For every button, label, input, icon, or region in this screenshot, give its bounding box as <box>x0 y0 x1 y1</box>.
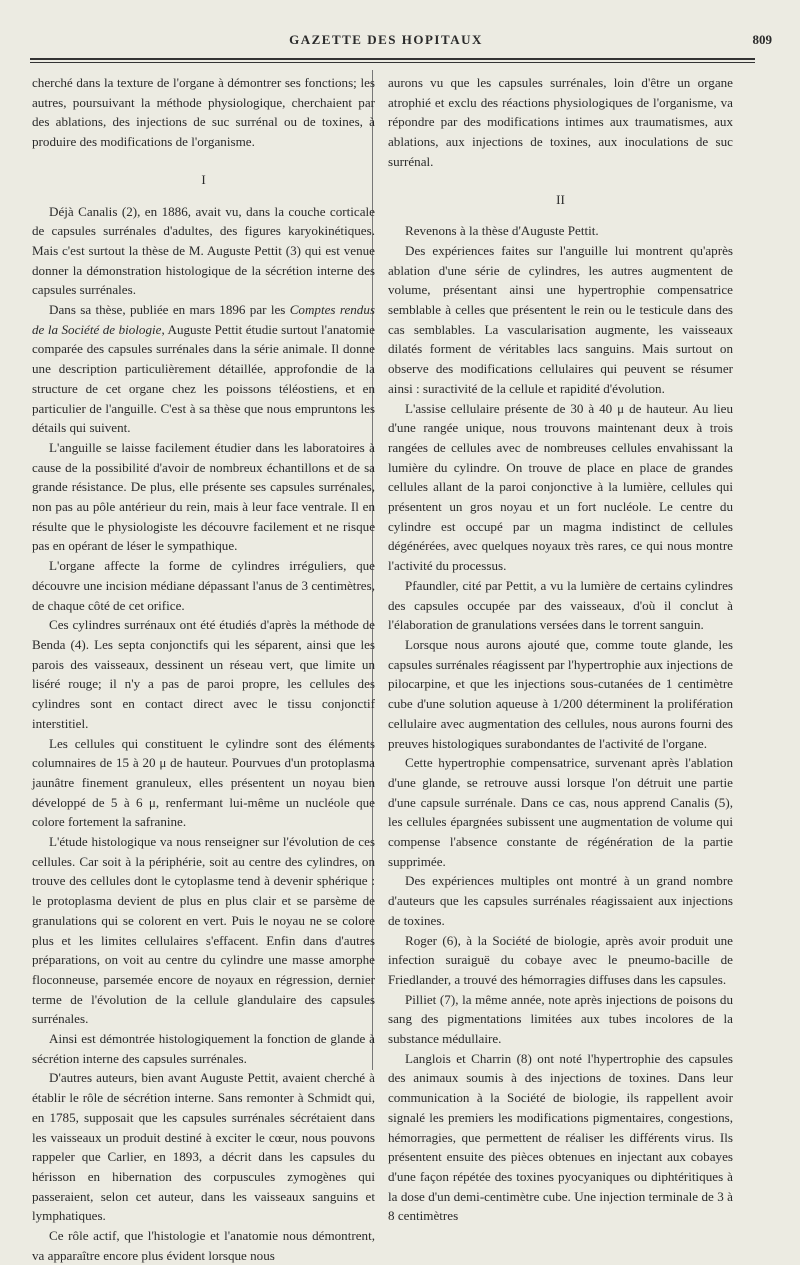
section-heading: II <box>556 191 565 207</box>
paragraph: Des expériences faites sur l'anguille lui montrent qu'après ablation d'une série de cylindres, les autres augmentent de volume, présentant ainsi une hypertrophie compensatrice semblable à celles que présentent le rein ou le testicule dans des cas semblables. La vascularisation augmente, les vaisseaux dilatés forment de véritables lacs sanguins. Mais surtout on observe des modifications cellulaires qui peuvent se résumer ainsi : suractivité de la cellule et rapidité d'évolution. <box>388 242 733 396</box>
paragraph: Pilliet (7), la même année, note après injections de poisons du sang des pigmentations limitées aux tubes incolores de la substance médullaire. <box>388 991 733 1047</box>
page-number: 809 <box>752 32 772 47</box>
text-span: , Auguste Pettit étudie surtout l'anatomie comparée des capsules surrénales dans la série animale. Il donne une description particulièrement détaillée, approfondie de la structure de cet organe chez les poissons téléostiens, et en particulier de l'anguille. C'est à sa thèse que nous empruntons les détails qui suivent. <box>32 321 375 436</box>
paragraph: D'autres auteurs, bien avant Auguste Pettit, avaient cherché à établir le rôle de sécrétion interne. Sans remonter à Schmidt qui, en 1785, supposait que les capsules surrénales sécrétaient dans les vaisseaux un produit destiné à exciter le cœur, nous pouvons rappeler que Carlier, en 1893, a décrit dans les capsules du hérisson en hibernation des corpuscules zymogènes qui passeraient, selon cet auteur, dans les vaisseaux sanguins et lymphatiques. <box>32 1070 375 1224</box>
paragraph: cherché dans la texture de l'organe à démontrer ses fonctions; les autres, poursuivant la méthode physiologique, cherchaient par des ablations, des injections de suc surrénal ou de toxines, à produire des modifications de l'organisme. <box>32 75 375 150</box>
paragraph <box>32 300 375 438</box>
paragraph: Pfaundler, cité par Pettit, a vu la lumière de certains cylindres des capsules occupée par des vaisseaux, d'où il conclut à l'élaboration de granulations versées dans le torrent sanguin. <box>388 577 733 633</box>
left-column <box>32 73 375 1265</box>
paragraph: Cette hypertrophie compensatrice, survenant après l'ablation d'une glande, se retrouve aussi lorsque l'on détruit une partie d'une capsule surrénale. Dans ce cas, nous apprend Canalis (5), les cellules épargnées subissent une augmentation de volume qui compense l'absence constante de régénération de la partie supprimée. <box>388 755 733 869</box>
paragraph: aurons vu que les capsules surrénales, loin d'être un organe atrophié et exclu des réactions physiologiques de l'organisme, va répondre par des modifications intimes aux traumatismes, aux ablations, aux injections de toxines, aux inoculations de suc surrénal. <box>388 75 733 169</box>
text-span: Dans sa thèse, publiée en mars 1896 par les <box>49 302 290 318</box>
paragraph: Roger (6), à la Société de biologie, après avoir produit une infection suraiguë du cobaye avec le pneumo-bacille de Friedlander, a trouvé des hémorragies diffuses dans les capsules. <box>388 932 733 987</box>
paragraph: Déjà Canalis (2), en 1886, avait vu, dans la couche corticale de capsules surrénales d'adultes, des figures karyokinétiques. Mais c'est surtout la thèse de M. Auguste Pettit (3) qui est venue donner la démonstration histologique de la sécrétion interne des capsules surrénales. <box>32 203 375 298</box>
right-column <box>388 73 733 1226</box>
header-rule <box>30 58 755 63</box>
paragraph: Langlois et Charrin (8) ont noté l'hypertrophie des capsules des animaux soumis à des injections de toxines. Dans leur communication à la Société de biologie, ils rappellent avoir signalé les premiers les modifications pigmentaires, congestions, hémorragies, que permettent de réaliser les différents virus. Ils présentent ensuite des pièces obtenues en injectant aux cobayes d'une façon répétée des toxines pyocyaniques ou diphtéritiques à la dose d'un demi-centimètre cube. Une injection terminale de 3 à 8 centimètres <box>388 1050 733 1224</box>
section-heading: I <box>201 171 206 187</box>
paragraph: Ainsi est démontrée histologiquement la fonction de glande à sécrétion interne des capsules surrénales. <box>32 1031 375 1066</box>
paragraph: Ce rôle actif, que l'histologie et l'anatomie nous démontrent, va apparaître encore plus évident lorsque nous <box>32 1228 375 1263</box>
paragraph: L'organe affecte la forme de cylindres irréguliers, que découvre une incision médiane dépassant l'anus de 3 centimètres, de chaque côté de cet orifice. <box>32 558 375 613</box>
paragraph: Ces cylindres surrénaux ont été étudiés d'après la méthode de Benda (4). Les septa conjonctifs qui les séparent, ainsi que les parois des vaisseaux, dessinent un réseau vert, que limite un liséré rouge; il n'y a pas de paroi propre, les cellules des cylindres sont en contact direct avec le tissu conjonctif interstitiel. <box>32 617 375 731</box>
paragraph: Des expériences multiples ont montré à un grand nombre d'auteurs que les capsules surrénales réagissaient aux injections de toxines. <box>388 873 733 928</box>
page-header <box>30 30 772 50</box>
journal-title: GAZETTE DES HOPITAUX <box>289 32 483 47</box>
journal-reference: Comptes rendus de la Société de biologie <box>32 302 375 337</box>
paragraph: Revenons à la thèse d'Auguste Pettit. <box>405 223 599 239</box>
paragraph: L'étude histologique va nous renseigner sur l'évolution de ces cellules. Car soit à la périphérie, soit au centre des cylindres, on trouve des cellules dont le cytoplasme tend à devenir sphérique : le protoplasma devient de plus en plus clair et se parsème de granulations qui se colorent en vert. Puis le noyau ne se colore plus et les limites cellulaires s'effacent. Enfin dans d'autres préparations, on voit au centre du cylindre une masse amorphe floconneuse, parsemée encore de noyaux en régression, dernier terme de l'évolution de la cellule glandulaire des capsules surrénales. <box>32 834 375 1027</box>
paragraph: L'assise cellulaire présente de 30 à 40 μ de hauteur. Au lieu d'une rangée unique, nous trouvons maintenant deux à trois rangées de cellules avec de nombreuses cellules envahissant la lumière du cylindre. On trouve de place en place de grandes cellules allant de la paroi conjonctive à la lumière, cellules qui présentent un gros noyau et un fort nucléole. Le centre du cylindre est occupé par un magma indistinct de cellules dégénérées, avec quelques noyaux très rares, ce qui nous montre l'activité du processus. <box>388 400 733 574</box>
paragraph: Lorsque nous aurons ajouté que, comme toute glande, les capsules surrénales réagissent par l'hypertrophie aux injections de pilocarpine, et que les injections sous-cutanées de 1 centimètre cube d'une solution aqueuse à 1/200 déterminent la prolifération cellulaire avec augmentation des cellules, nous aurons fourni des preuves histologiques surabondantes de l'activité de l'organe. <box>388 636 733 751</box>
paragraph: L'anguille se laisse facilement étudier dans les laboratoires à cause de la possibilité d'avoir de nombreux échantillons et de sa grande résistance. De plus, elle présente ses capsules surrénales, non pas au pôle antérieur du rein, mais à leur face ventrale. Il en résulte que le physiologiste les découvre facilement et ne risque pas en opérant de léser le sympathique. <box>32 439 375 554</box>
paragraph: Les cellules qui constituent le cylindre sont des éléments columnaires de 15 à 20 μ de hauteur. Pourvues d'un protoplasma jaunâtre finement granuleux, elles présentent un noyau bien développé de 5 à 6 μ, renfermant lui-même un nucléole que colore fortement la safranine. <box>32 735 375 830</box>
